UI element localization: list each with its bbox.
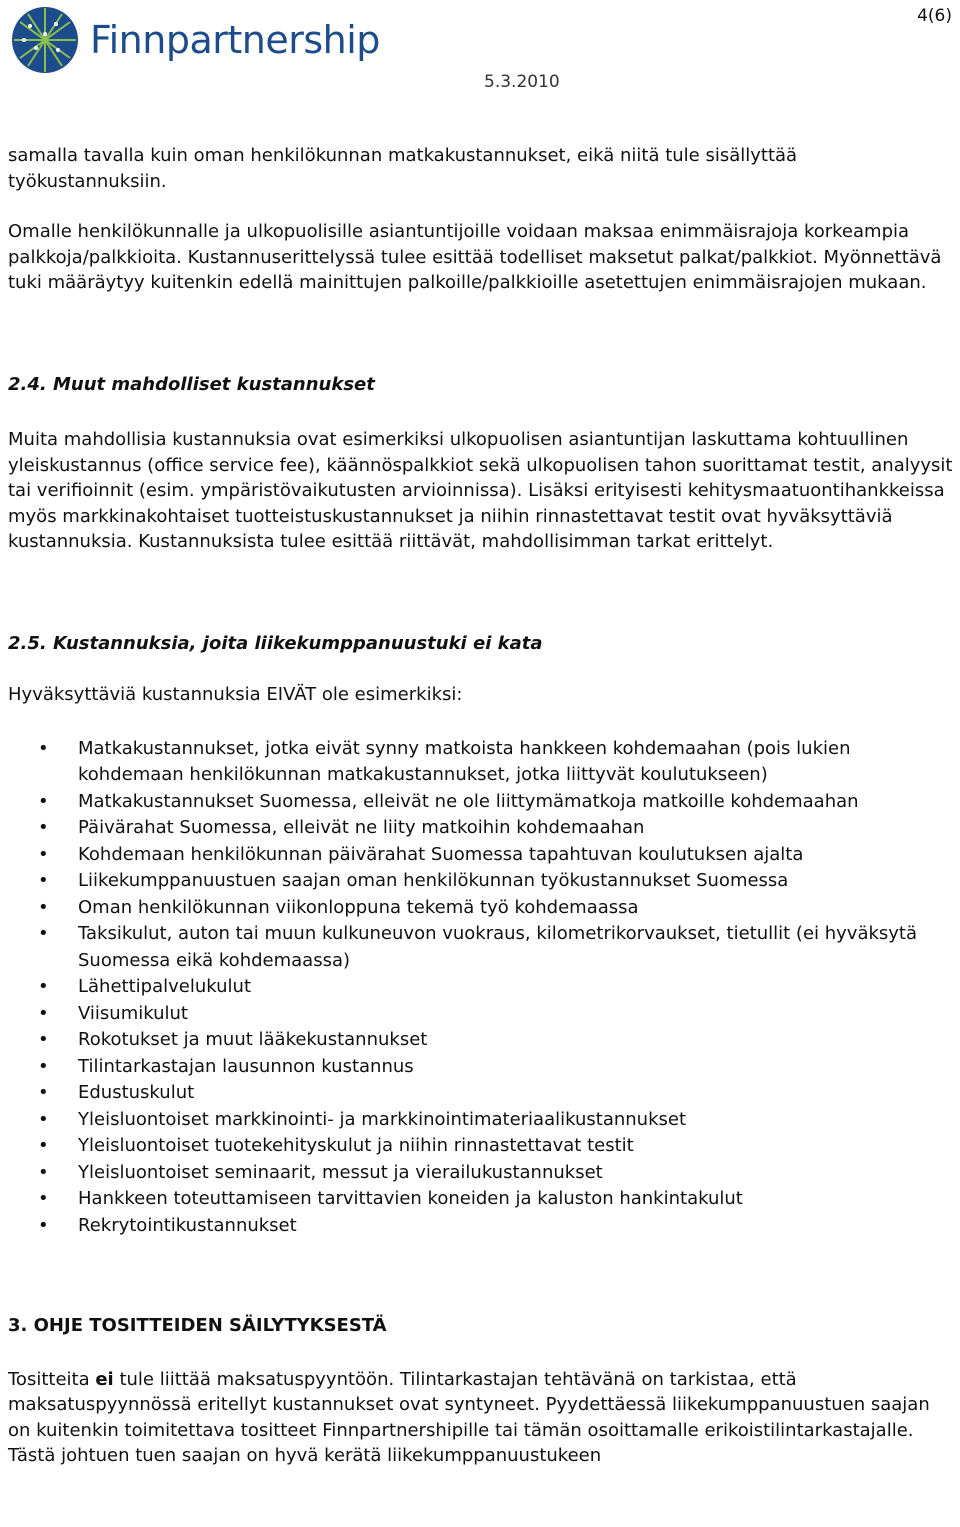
section-3-body-rest: tule liittää maksatuspyyntöön. Tilintarkastajan tehtävänä on tarkistaa, että maksatuspyynnössä eritellyt kustannukset ovat syntyneet. Pyydettäessä liikekumppanuustuen saajan on kuitenkin toimitettava tositteet Finnpartnershipille tai tämän osoittamalle erikoistilintarkastajalle. Tästä johtuen tuen saajan on hyvä kerätä liikekumppanuustukeen	[8, 1368, 930, 1466]
page-number: 4(6)	[917, 6, 952, 26]
section-3-title: 3. OHJE TOSITTEIDEN SÄILYTYKSESTÄ	[8, 1315, 387, 1336]
section-2-4-title: 2.4. Muut mahdolliset kustannukset	[8, 373, 375, 395]
finnpartnership-logo	[6, 4, 380, 76]
section-2-5-intro: Hyväksyttäviä kustannuksia EIVÄT ole esimerkiksi:	[8, 684, 463, 705]
emphasis-ei: ei	[95, 1368, 114, 1390]
brand-name: Finnpartnership	[90, 18, 380, 62]
document-body	[8, 143, 956, 1469]
list-item: • Viisumikulut	[78, 1001, 956, 1028]
list-item: • Taksikulut, auton tai muun kulkuneuvon vuokraus, kilometrikorvaukset, tietullit (ei hyväksytä Suomessa eikä kohdemaassa)	[78, 921, 956, 974]
list-item: • Oman henkilökunnan viikonloppuna tekemä työ kohdemaassa	[78, 895, 956, 922]
paragraph-1: samalla tavalla kuin oman henkilökunnan matkakustannukset, eikä niitä tule sisällyttää työkustannuksiin.	[8, 145, 798, 192]
section-2-5-title: 2.5. Kustannuksia, joita liikekumppanuustuki ei kata	[8, 632, 543, 654]
section-3-body-start: Tositteita	[8, 1368, 96, 1390]
list-item: • Yleisluontoiset tuotekehityskulut ja niihin rinnastettavat testit	[78, 1133, 956, 1160]
list-item: • Tilintarkastajan lausunnon kustannus	[78, 1054, 956, 1081]
list-item: • Lähettipalvelukulut	[78, 974, 956, 1001]
paragraph-2: Omalle henkilökunnalle ja ulkopuolisille asiantuntijoille voidaan maksaa enimmäisrajoja korkeampia palkkoja/palkkioita. Kustannuserittelyssä tulee esittää todelliset maksetut palkat/palkkiot. Myönnettävä tuki määräytyy kuitenkin edellä mainittujen palkoille/palkkioille asetettujen enimmäisrajojen mukaan.	[8, 221, 942, 293]
globe-logo-icon	[6, 4, 84, 76]
list-item: • Liikekumppanuustuen saajan oman henkilökunnan työkustannukset Suomessa	[78, 868, 956, 895]
list-item: • Hankkeen toteuttamiseen tarvittavien koneiden ja kaluston hankintakulut	[78, 1186, 956, 1213]
list-item: • Yleisluontoiset markkinointi- ja markkinointimateriaalikustannukset	[78, 1107, 956, 1134]
list-item: • Matkakustannukset, jotka eivät synny matkoista hankkeen kohdemaahan (pois lukien kohdemaan henkilökunnan matkakustannukset, jotka liittyvät koulutukseen)	[78, 736, 956, 789]
list-item: • Rokotukset ja muut lääkekustannukset	[78, 1027, 956, 1054]
list-item: • Päivärahat Suomessa, elleivät ne liity matkoihin kohdemaahan	[78, 815, 956, 842]
list-item: • Matkakustannukset Suomessa, elleivät ne ole liittymämatkoja matkoille kohdemaahan	[78, 789, 956, 816]
list-item: • Yleisluontoiset seminaarit, messut ja vierailukustannukset	[78, 1160, 956, 1187]
section-3-body	[8, 1367, 956, 1469]
list-item: • Edustuskulut	[78, 1080, 956, 1107]
list-item: • Rekrytointikustannukset	[78, 1213, 956, 1240]
document-date: 5.3.2010	[484, 72, 560, 92]
list-item: • Kohdemaan henkilökunnan päivärahat Suomessa tapahtuvan koulutuksen ajalta	[78, 842, 956, 869]
excluded-costs-list	[8, 736, 956, 1240]
section-2-4-body: Muita mahdollisia kustannuksia ovat esimerkiksi ulkopuolisen asiantuntijan laskuttama kohtuullinen yleiskustannus (office service fee), käännöspalkkiot sekä ulkopuolisen tahon suorittamat testit, analyysit tai verifioinnit (esim. ympäristövaikutusten arvioinnissa). Lisäksi erityisesti kehitysmaatuontihankkeissa myös markkinakohtaiset tuotteistuskustannukset ja niihin rinnastettavat testit ovat hyväksyttäviä kustannuksia. Kustannuksista tulee esittää riittävät, mahdollisimman tarkat erittelyt.	[8, 429, 953, 552]
